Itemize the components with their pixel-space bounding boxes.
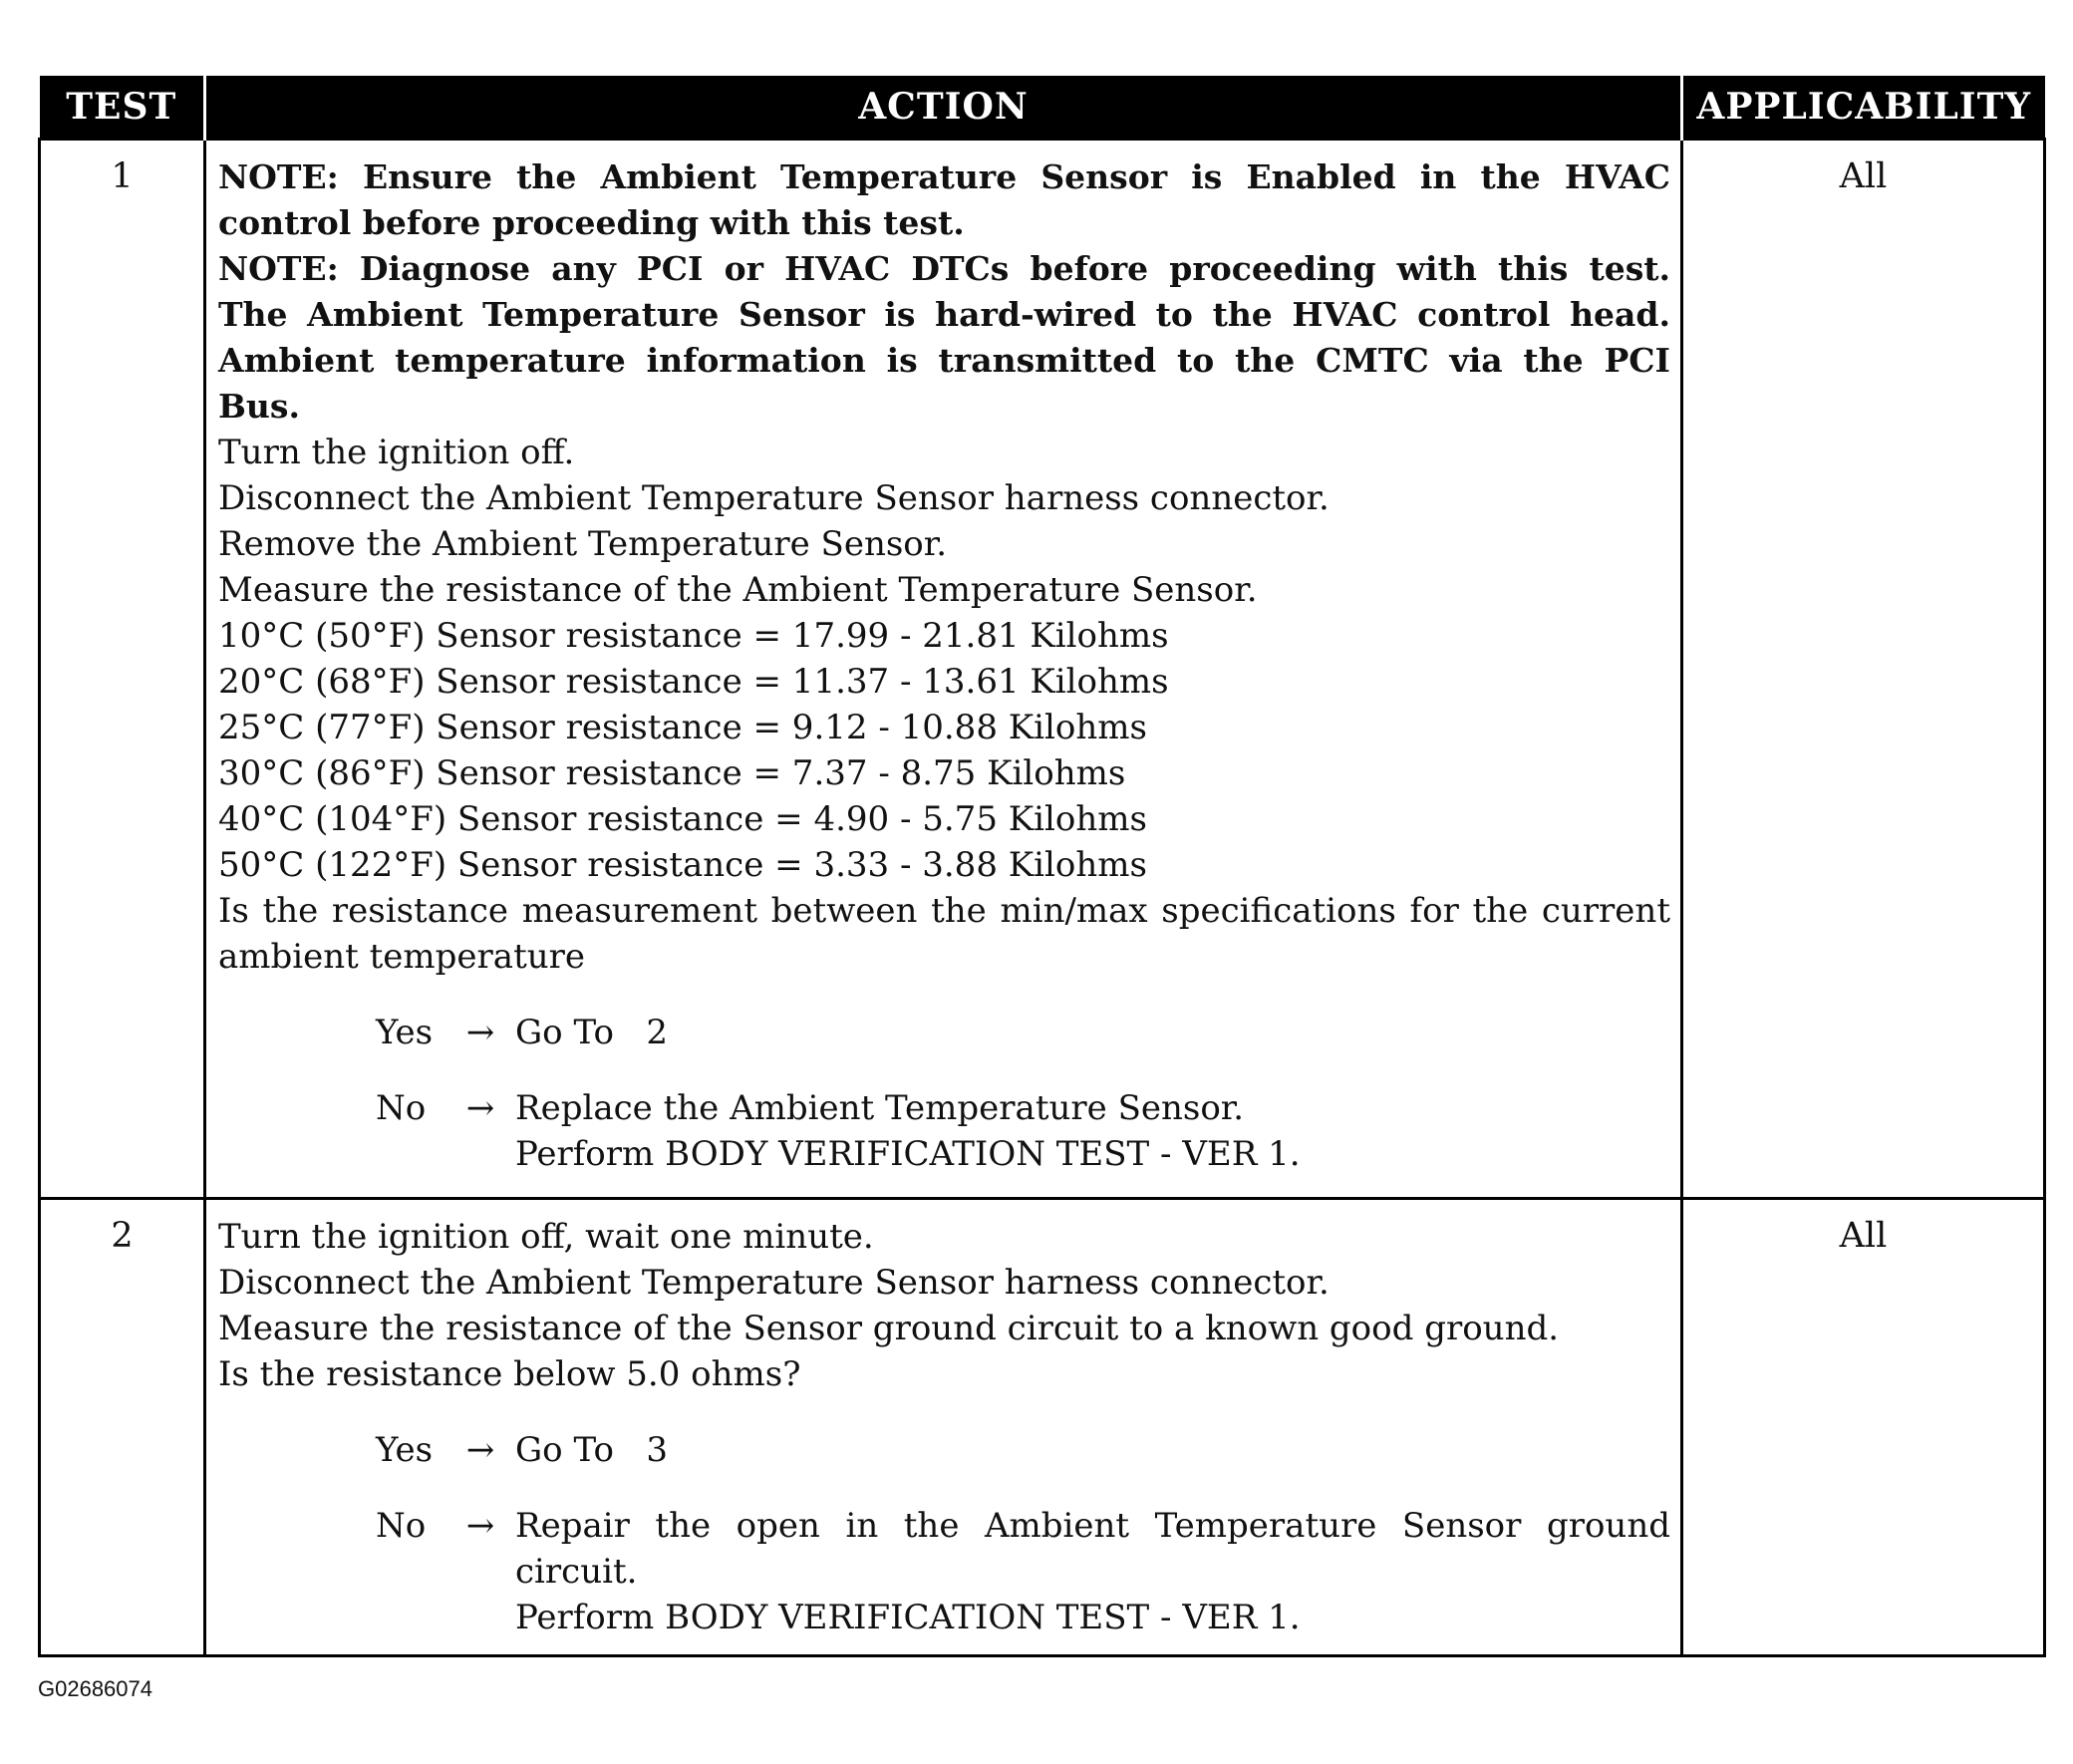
note-line: NOTE: Diagnose any PCI or HVAC DTCs before proceeding with this test. [218,249,1670,288]
test-number: 1 [40,140,205,1199]
test-number: 2 [40,1199,205,1656]
arrow-icon: → [465,1430,495,1470]
action-cell [205,1199,1682,1656]
spec-line: 40°C (104°F) Sensor resistance = 4.90 - 5.75 Kilohms [218,799,1147,839]
yes-label: Yes [376,1430,434,1470]
spec-line: 30°C (86°F) Sensor resistance = 7.37 - 8.75 Kilohms [218,753,1126,793]
note-line: The Ambient Temperature Sensor is hard-wired to the HVAC control head. [218,295,1670,334]
step-line: Measure the resistance of the Sensor ground circuit to a known good ground. [218,1309,1560,1348]
step-line: Turn the ignition off, wait one minute. [218,1217,874,1257]
yes-action: Go To 3 [515,1430,668,1470]
yes-label: Yes [376,1013,434,1052]
spec-line: 25°C (77°F) Sensor resistance = 9.12 - 10.88 Kilohms [218,708,1147,747]
no-label: No [376,1506,427,1546]
step-line: Measure the resistance of the Ambient Temperature Sensor. [218,570,1258,610]
step-line: Remove the Ambient Temperature Sensor. [218,524,948,564]
arrow-icon: → [465,1088,495,1128]
spec-line: 20°C (68°F) Sensor resistance = 11.37 - 13.61 Kilohms [218,662,1169,702]
step-line: Disconnect the Ambient Temperature Sensor harness connector. [218,478,1330,518]
header-applicability: APPLICABILITY [1682,76,2045,140]
step-line: Turn the ignition off. [218,433,575,472]
yes-action: Go To 2 [515,1013,668,1052]
applicability-cell: All [1682,1199,2045,1656]
table-row [40,140,2045,1199]
applicability-cell: All [1682,140,2045,1199]
note-line: Ambient temperature information is transmitted to the CMTC via the PCI [218,341,1670,380]
note-line: NOTE: Ensure the Ambient Temperature Sensor is Enabled in the HVAC [218,157,1670,196]
result-block [218,1427,1670,1640]
question-line: Is the resistance measurement between the min/max specifications for the current ambient temperature [218,891,1670,977]
spec-line: 10°C (50°F) Sensor resistance = 17.99 - 21.81 Kilohms [218,616,1169,656]
note-line: control before proceeding with this test. [218,203,965,242]
no-action-line: Replace the Ambient Temperature Sensor. [515,1088,1245,1128]
step-line: Is the resistance below 5.0 ohms? [218,1354,801,1394]
no-result [376,1503,1670,1640]
action-cell [205,140,1682,1199]
header-action: ACTION [205,76,1682,140]
table-row [40,1199,2045,1656]
no-action-line: Repair the open in the Ambient Temperature Sensor ground circuit. [515,1506,1670,1592]
no-result [376,1085,1670,1177]
diagnostic-test-table [38,76,2046,1657]
diagnostic-document [38,76,2043,1657]
figure-code: G02686074 [38,1676,152,1701]
table-header-row [40,76,2045,140]
result-block [218,1010,1670,1177]
arrow-icon: → [465,1506,495,1546]
header-test: TEST [40,76,205,140]
step-line: Disconnect the Ambient Temperature Sensor harness connector. [218,1263,1330,1303]
spec-line: 50°C (122°F) Sensor resistance = 3.33 - 3.88 Kilohms [218,845,1147,885]
arrow-icon: → [465,1013,495,1052]
no-action-line: Perform BODY VERIFICATION TEST - VER 1. [515,1134,1301,1174]
no-action-line: Perform BODY VERIFICATION TEST - VER 1. [515,1598,1301,1637]
no-label: No [376,1088,427,1128]
note-line: Bus. [218,387,300,426]
yes-result [376,1427,1670,1473]
yes-result [376,1010,1670,1055]
